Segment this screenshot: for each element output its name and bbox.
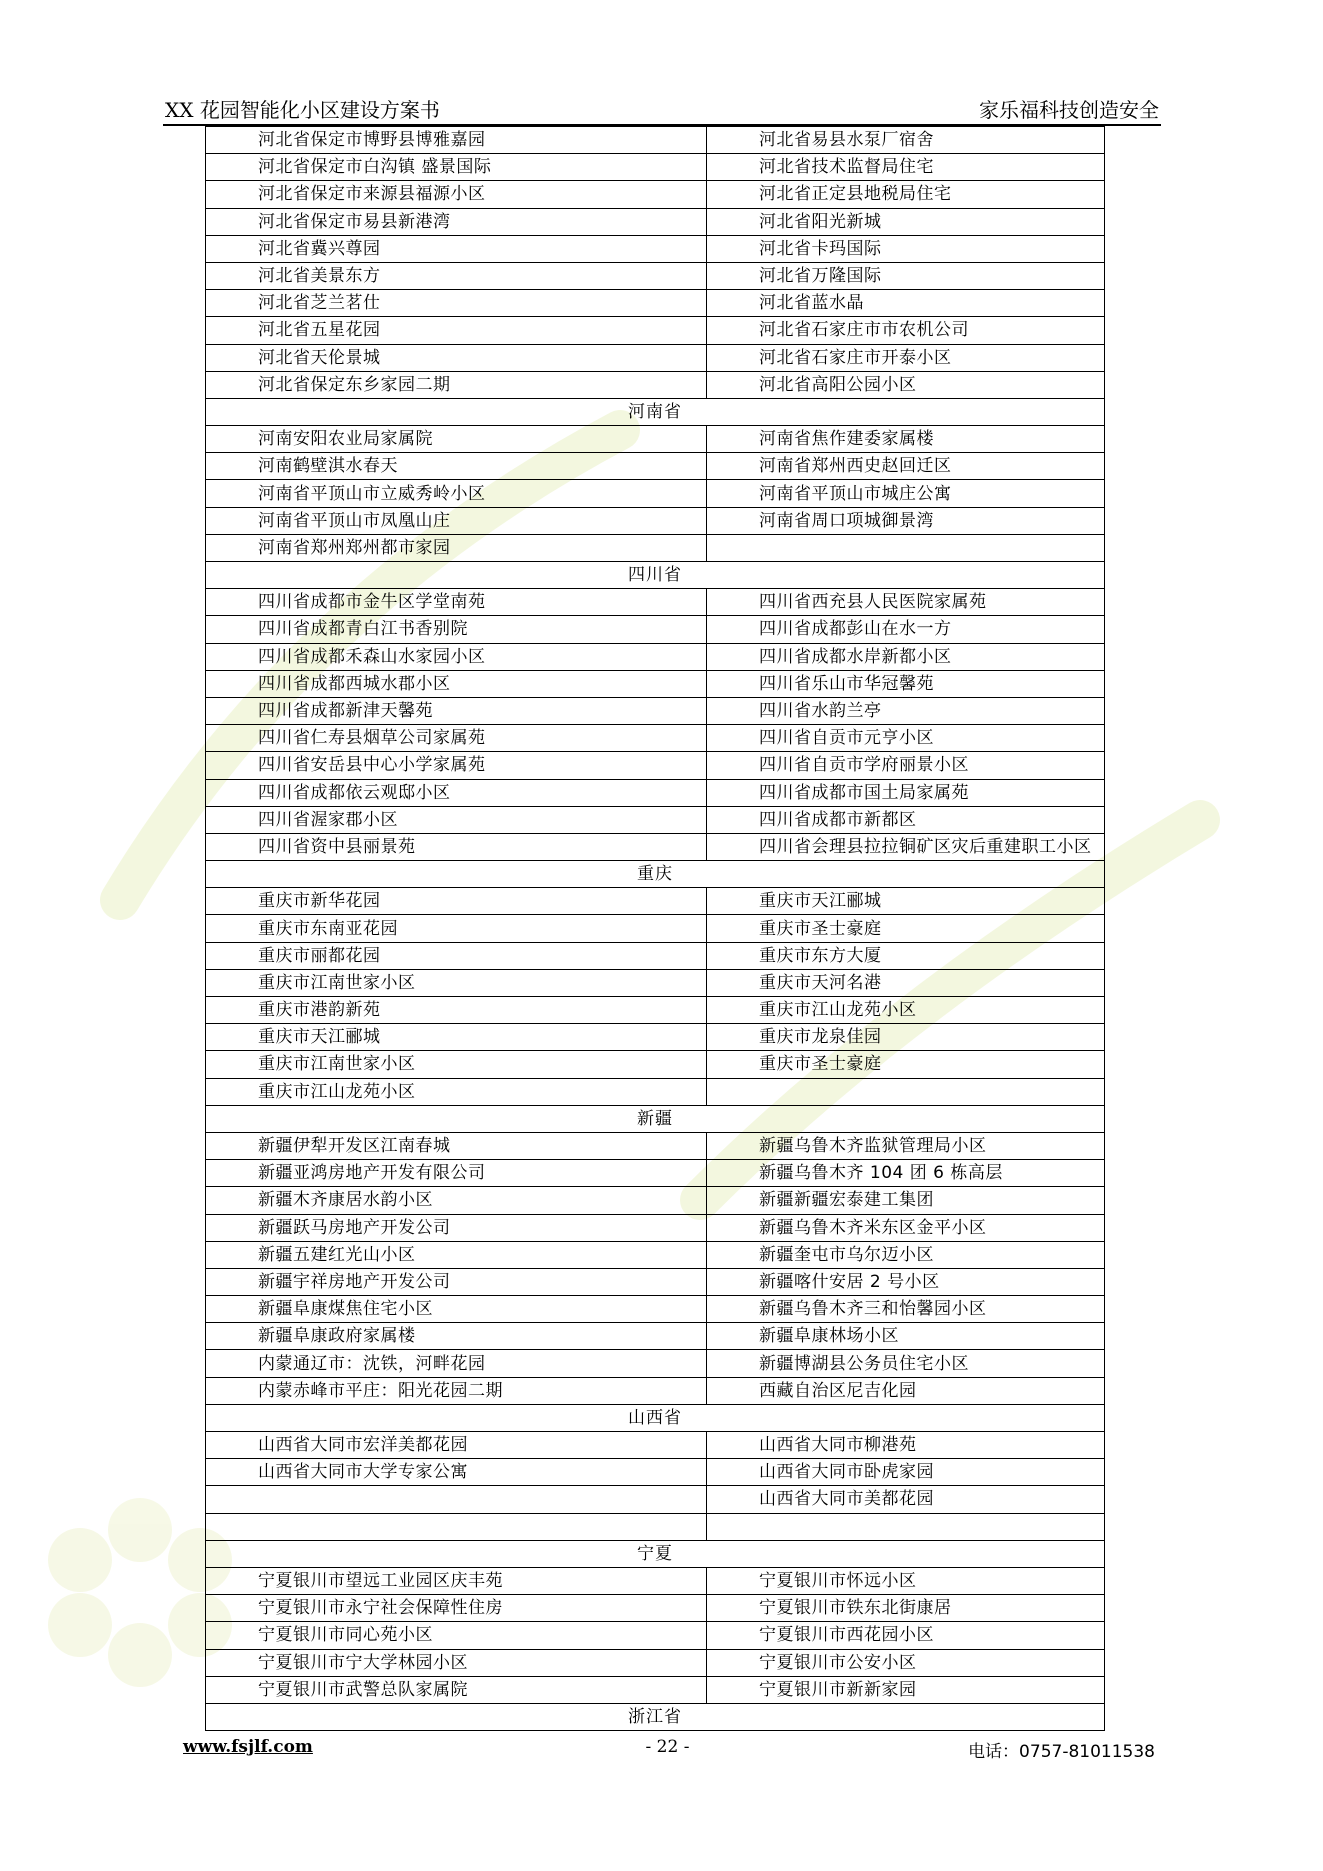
page-footer [180,1737,1155,1767]
table-row [206,1622,1105,1649]
community-cell: 四川省成都市国土局家属苑 [707,779,1105,806]
community-cell: 四川省安岳县中心小学家属苑 [206,752,707,779]
table-row [206,1676,1105,1703]
community-cell: 四川省成都禾森山水家园小区 [206,643,707,670]
community-cell: 河北省保定市来源县福源小区 [206,181,707,208]
table-row [206,643,1105,670]
table-row [206,1241,1105,1268]
community-cell: 河南安阳农业局家属院 [206,426,707,453]
table-row [206,534,1105,561]
community-cell: 重庆市江山龙苑小区 [707,997,1105,1024]
table-row [206,1595,1105,1622]
province-row [206,1404,1105,1431]
community-cell: 新疆阜康煤焦住宅小区 [206,1296,707,1323]
province-row [206,1105,1105,1132]
community-cell: 新疆奎屯市乌尔迈小区 [707,1241,1105,1268]
table-row [206,1132,1105,1159]
community-cell: 新疆伊犁开发区江南春城 [206,1132,707,1159]
table-row [206,969,1105,996]
community-cell: 河南省周口项城御景湾 [707,507,1105,534]
community-cell: 宁夏银川市望远工业园区庆丰苑 [206,1567,707,1594]
community-cell: 河北省天伦景城 [206,344,707,371]
community-cell: 宁夏银川市新新家园 [707,1676,1105,1703]
table-row [206,344,1105,371]
table-row [206,1296,1105,1323]
table-row [206,888,1105,915]
province-row [206,398,1105,425]
table-row [206,426,1105,453]
table-row [206,127,1105,154]
community-cell: 河北省蓝水晶 [707,290,1105,317]
community-cell: 新疆博湖县公务员住宅小区 [707,1350,1105,1377]
community-cell: 四川省成都市金牛区学堂南苑 [206,589,707,616]
table-row [206,1187,1105,1214]
community-cell [206,1513,707,1540]
community-cell: 内蒙通辽市：沈铁，河畔花园 [206,1350,707,1377]
community-cell: 重庆市东南亚花园 [206,915,707,942]
community-cell: 山西省大同市宏洋美都花园 [206,1432,707,1459]
community-cell: 新疆新疆宏泰建工集团 [707,1187,1105,1214]
table-row [206,915,1105,942]
table-row [206,942,1105,969]
province-heading: 浙江省 [206,1703,1105,1730]
community-cell: 河北省美景东方 [206,262,707,289]
community-cell: 河南省郑州西史赵回迁区 [707,453,1105,480]
community-cell: 宁夏银川市铁东北街康居 [707,1595,1105,1622]
table-row [206,371,1105,398]
table-row [206,997,1105,1024]
company-slogan: 家乐福科技创造安全 [979,98,1159,122]
community-cell: 内蒙赤峰市平庄：阳光花园二期 [206,1377,707,1404]
table-row [206,1513,1105,1540]
table-row [206,1078,1105,1105]
community-cell: 山西省大同市美都花园 [707,1486,1105,1513]
community-cell: 河北省技术监督局住宅 [707,154,1105,181]
community-cell: 重庆市天河名港 [707,969,1105,996]
community-cell: 四川省成都西城水郡小区 [206,670,707,697]
community-cell: 新疆宇祥房地产开发公司 [206,1268,707,1295]
province-heading: 宁夏 [206,1540,1105,1567]
community-cell: 山西省大同市大学专家公寓 [206,1459,707,1486]
table-row [206,181,1105,208]
community-cell: 河北省卡玛国际 [707,235,1105,262]
table-row [206,806,1105,833]
community-cell: 新疆五建红光山小区 [206,1241,707,1268]
community-cell: 河北省石家庄市市农机公司 [707,317,1105,344]
community-cell: 四川省成都新津天馨苑 [206,697,707,724]
community-cell: 河北省冀兴尊园 [206,235,707,262]
table-row [206,725,1105,752]
community-cell: 宁夏银川市怀远小区 [707,1567,1105,1594]
community-cell [707,1078,1105,1105]
table-row [206,262,1105,289]
community-cell: 河北省保定东乡家园二期 [206,371,707,398]
community-cell: 重庆市东方大厦 [707,942,1105,969]
community-cell: 新疆跃马房地产开发公司 [206,1214,707,1241]
table-row [206,1268,1105,1295]
community-cell: 山西省大同市卧虎家园 [707,1459,1105,1486]
page-header [163,92,1161,126]
community-cell: 重庆市港韵新苑 [206,997,707,1024]
community-cell: 重庆市丽都花园 [206,942,707,969]
community-cell: 重庆市天江郦城 [707,888,1105,915]
community-cell: 四川省成都水岸新都小区 [707,643,1105,670]
community-cell: 重庆市天江郦城 [206,1024,707,1051]
community-cell: 新疆乌鲁木齐米东区金平小区 [707,1214,1105,1241]
community-cell: 新疆乌鲁木齐监狱管理局小区 [707,1132,1105,1159]
community-cell: 宁夏银川市武警总队家属院 [206,1676,707,1703]
community-cell: 四川省渥家郡小区 [206,806,707,833]
community-cell: 河南省郑州郑州都市家园 [206,534,707,561]
table-row [206,1160,1105,1187]
community-cell: 宁夏银川市同心苑小区 [206,1622,707,1649]
table-row [206,154,1105,181]
community-cell: 新疆阜康政府家属楼 [206,1323,707,1350]
community-cell: 四川省仁寿县烟草公司家属苑 [206,725,707,752]
table-row [206,235,1105,262]
community-list-table [205,126,1105,1731]
table-row [206,317,1105,344]
table-row [206,752,1105,779]
table-row [206,1649,1105,1676]
community-cell: 新疆乌鲁木齐 104 团 6 栋高层 [707,1160,1105,1187]
table-row [206,290,1105,317]
community-cell [707,1513,1105,1540]
phone-number: 电话：0757-81011538 [968,1742,1155,1762]
community-cell: 新疆木齐康居水韵小区 [206,1187,707,1214]
community-cell: 四川省成都彭山在水一方 [707,616,1105,643]
community-cell: 河北省保定市易县新港湾 [206,208,707,235]
community-cell: 河南鹤壁淇水春天 [206,453,707,480]
community-cell: 四川省资中县丽景苑 [206,833,707,860]
province-row [206,1703,1105,1730]
community-cell: 河南省平顶山市立威秀岭小区 [206,480,707,507]
table-row [206,1432,1105,1459]
community-cell: 重庆市圣士豪庭 [707,915,1105,942]
province-row [206,562,1105,589]
page-number: - 22 - [645,1737,690,1757]
community-cell: 四川省成都青白江书香别院 [206,616,707,643]
community-cell: 河南省平顶山市凤凰山庄 [206,507,707,534]
community-cell: 重庆市新华花园 [206,888,707,915]
community-cell: 河北省石家庄市开泰小区 [707,344,1105,371]
community-cell: 宁夏银川市宁大学林园小区 [206,1649,707,1676]
community-cell: 四川省自贡市元亨小区 [707,725,1105,752]
community-cell: 河北省保定市博野县博雅嘉园 [206,127,707,154]
community-cell: 四川省西充县人民医院家属苑 [707,589,1105,616]
community-cell: 四川省成都市新都区 [707,806,1105,833]
table-row [206,779,1105,806]
province-heading: 四川省 [206,562,1105,589]
community-cell: 四川省乐山市华冠馨苑 [707,670,1105,697]
community-cell: 河北省芝兰茗仕 [206,290,707,317]
community-cell: 重庆市龙泉佳园 [707,1024,1105,1051]
community-cell: 河北省易县水泵厂宿舍 [707,127,1105,154]
table-row [206,833,1105,860]
province-row [206,861,1105,888]
table-row [206,1214,1105,1241]
community-cell: 河北省五星花园 [206,317,707,344]
community-cell: 河北省高阳公园小区 [707,371,1105,398]
community-cell: 山西省大同市柳港苑 [707,1432,1105,1459]
table-row [206,1323,1105,1350]
community-cell: 宁夏银川市永宁社会保障性住房 [206,1595,707,1622]
province-heading: 河南省 [206,398,1105,425]
table-row [206,507,1105,534]
table-row [206,616,1105,643]
document-title: XX 花园智能化小区建设方案书 [165,98,440,122]
province-heading: 山西省 [206,1404,1105,1431]
community-cell: 河北省万隆国际 [707,262,1105,289]
province-heading: 重庆 [206,861,1105,888]
community-cell: 河北省正定县地税局住宅 [707,181,1105,208]
table-row [206,1567,1105,1594]
table-row [206,1486,1105,1513]
community-cell: 重庆市江南世家小区 [206,1051,707,1078]
table-row [206,1024,1105,1051]
community-cell: 新疆阜康林场小区 [707,1323,1105,1350]
community-cell: 河北省阳光新城 [707,208,1105,235]
community-cell: 西藏自治区尼吉化园 [707,1377,1105,1404]
table-row [206,697,1105,724]
community-cell: 重庆市圣士豪庭 [707,1051,1105,1078]
community-cell: 四川省会理县拉拉铜矿区灾后重建职工小区 [707,833,1105,860]
website-link[interactable]: www.fsjlf.com [183,1737,313,1757]
community-cell: 四川省自贡市学府丽景小区 [707,752,1105,779]
table-row [206,1459,1105,1486]
community-cell: 新疆亚鸿房地产开发有限公司 [206,1160,707,1187]
province-heading: 新疆 [206,1105,1105,1132]
community-cell [206,1486,707,1513]
community-cell: 四川省水韵兰亭 [707,697,1105,724]
community-cell: 宁夏银川市西花园小区 [707,1622,1105,1649]
table-row [206,670,1105,697]
table-row [206,480,1105,507]
community-cell: 四川省成都依云观邸小区 [206,779,707,806]
community-cell: 河南省平顶山市城庄公寓 [707,480,1105,507]
table-row [206,589,1105,616]
community-cell: 新疆乌鲁木齐三和怡馨园小区 [707,1296,1105,1323]
community-cell: 宁夏银川市公安小区 [707,1649,1105,1676]
community-cell [707,534,1105,561]
province-row [206,1540,1105,1567]
community-cell: 重庆市江南世家小区 [206,969,707,996]
table-row [206,1350,1105,1377]
community-cell: 重庆市江山龙苑小区 [206,1078,707,1105]
table-row [206,208,1105,235]
community-cell: 河南省焦作建委家属楼 [707,426,1105,453]
community-cell: 新疆喀什安居 2 号小区 [707,1268,1105,1295]
community-cell: 河北省保定市白沟镇 盛景国际 [206,154,707,181]
table-row [206,1377,1105,1404]
table-row [206,453,1105,480]
table-row [206,1051,1105,1078]
